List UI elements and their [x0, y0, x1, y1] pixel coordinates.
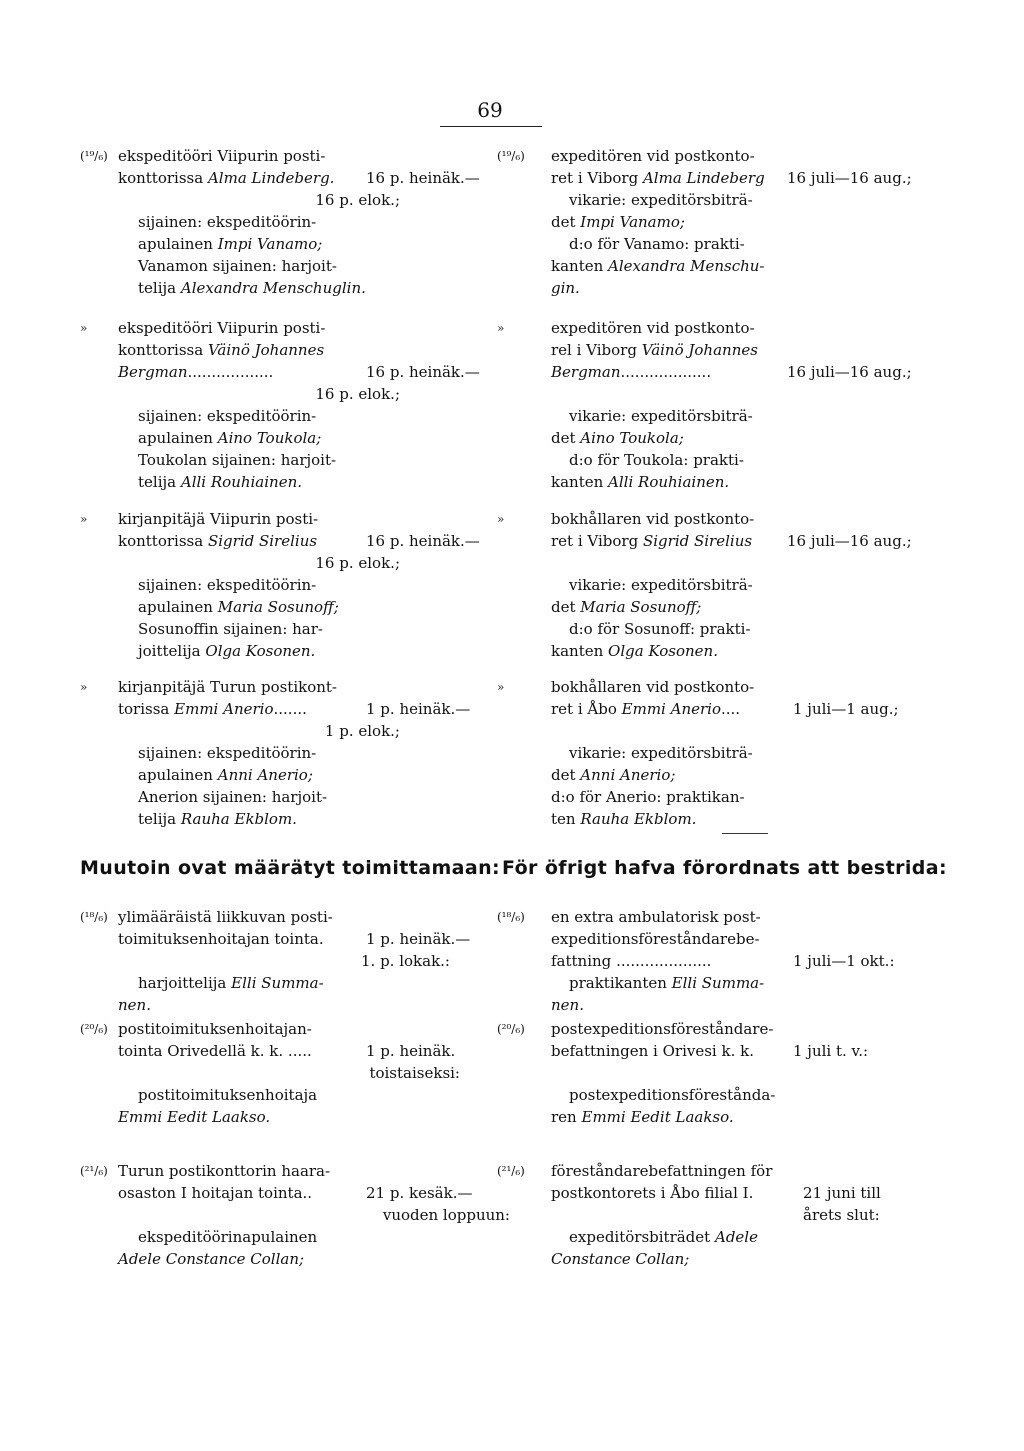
entry-marker: (¹⁸/₆) [80, 910, 108, 924]
entry-right-1: (¹⁹/₆) expeditören vid postkonto- ret i Viborg Alma Lindeberg 16 juli—16 aug.; vikarie: expeditörsbiträ- det Impi Vanamo; d:o för Vanamo: prakti- kanten Alexandra Menschu- gin. [497, 147, 912, 297]
entry-marker: (²⁰/₆) [497, 1022, 525, 1036]
section-rule [722, 833, 768, 834]
entry-left-2: » ekspeditööri Viipurin posti- konttorissa Väinö Johannes Bergman.................. 16 p. heinäk.— 16 p. elok.; sijainen: ekspeditöörin- apulainen Aino Toukola; Toukolan sijainen: harjoit- telija Alli Rouhiainen. [80, 319, 480, 491]
entry-left-6: (²⁰/₆) postitoimituksenhoitajan- tointa Orivedellä k. k. ..... 1 p. heinäk. toistaiseksi: postitoimituksenhoitaja Emmi Eedit Laakso. [80, 1020, 460, 1126]
entry-left-4: » kirjanpitäjä Turun postikont- torissa Emmi Anerio....... 1 p. heinäk.— 1 p. elok.; sijainen: ekspeditöörin- apulainen Anni Anerio; Anerion sijainen: harjoit- telija Rauha Ekblom. [80, 678, 471, 828]
entry-marker: (²¹/₆) [497, 1164, 525, 1178]
entry-marker: » [80, 512, 88, 526]
entry-right-3: » bokhållaren vid postkonto- ret i Viborg Sigrid Sirelius 16 juli—16 aug.; vikarie: expeditörsbiträ- det Maria Sosunoff; d:o för Sosunoff: prakti- kanten Olga Kosonen. [497, 510, 912, 660]
entry-right-5: (¹⁸/₆) en extra ambulatorisk post- expeditionsföreståndarebe- fattning .................... 1 juli—1 okt.: praktikanten Elli Summa- nen. [497, 908, 895, 1014]
entry-left-7: (²¹/₆) Turun postikonttorin haara- osaston I hoitajan tointa.. 21 p. kesäk.— vuoden loppuun: ekspeditöörinapulainen Adele Constance Collan; [80, 1162, 510, 1268]
entry-left-5: (¹⁸/₆) ylimääräistä liikkuvan posti- toimituksenhoitajan tointa. 1 p. heinäk.— 1. p. lokak.: harjoittelija Elli Summa- nen. [80, 908, 471, 1014]
entry-marker: (¹⁸/₆) [497, 910, 525, 924]
entry-marker: » [497, 321, 505, 335]
section-title-finnish: Muutoin ovat määrätyt toimittamaan: [80, 857, 501, 879]
entry-left-3: » kirjanpitäjä Viipurin posti- konttorissa Sigrid Sirelius 16 p. heinäk.— 16 p. elok.; sijainen: ekspeditöörin- apulainen Maria Sosunoff; Sosunoffin sijainen: har- joittelija Olga Kosonen. [80, 510, 480, 660]
entry-right-6: (²⁰/₆) postexpeditionsföreståndare- befattningen i Orivesi k. k. 1 juli t. v.: postexpeditionsförestånda- ren Emmi Eedit Laakso. [497, 1020, 869, 1126]
entry-marker: » [80, 321, 88, 335]
section-title-swedish: För öfrigt hafva förordnats att bestrida: [502, 857, 948, 879]
entry-right-2: » expeditören vid postkonto- rel i Viborg Väinö Johannes Bergman................... 16 juli—16 aug.; vikarie: expeditörsbiträ- det Aino Toukola; d:o för Toukola: prakti- kanten Alli Rouhiainen. [497, 319, 912, 491]
page-number: 69 [477, 98, 503, 122]
header-rule [440, 126, 542, 127]
entry-marker: » [497, 680, 505, 694]
entry-left-1: (¹⁹/₆) ekspeditööri Viipurin posti- konttorissa Alma Lindeberg. 16 p. heinäk.— 16 p. elok.; sijainen: ekspeditöörin- apulainen Impi Vanamo; Vanamon sijainen: harjoit- telija Alexandra Menschuglin. [80, 147, 480, 297]
entry-marker: (¹⁹/₆) [497, 149, 525, 163]
entry-marker: (²⁰/₆) [80, 1022, 108, 1036]
entry-marker: (¹⁹/₆) [80, 149, 108, 163]
entry-right-4: » bokhållaren vid postkonto- ret i Åbo Emmi Anerio.... 1 juli—1 aug.; vikarie: expeditörsbiträ- det Anni Anerio; d:o för Anerio: praktikan- ten Rauha Ekblom. [497, 678, 899, 828]
entry-marker: » [80, 680, 88, 694]
entry-marker: (²¹/₆) [80, 1164, 108, 1178]
entry-marker: » [497, 512, 505, 526]
entry-right-7: (²¹/₆) föreståndarebefattningen för postkontorets i Åbo filial I. 21 juni till årets slut: expeditörsbiträdet Adele Constance Collan; [497, 1162, 881, 1268]
